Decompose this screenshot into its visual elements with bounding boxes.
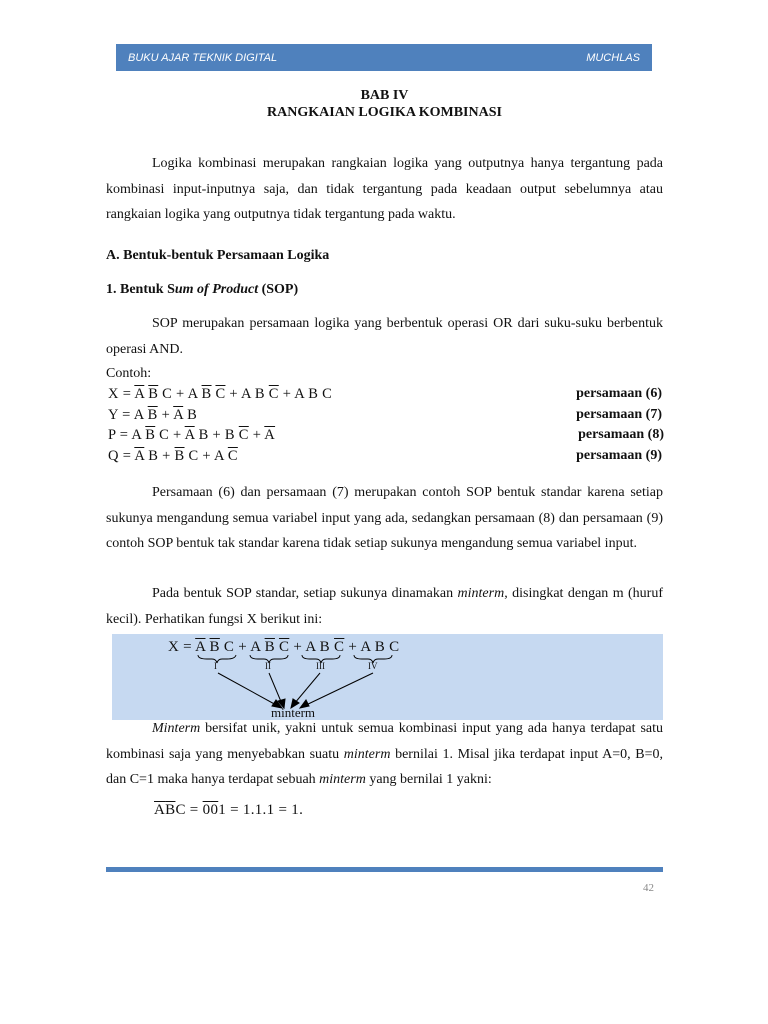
equation-8: P = A $\overline{B}$ $C + \overline{A}$ B + B $\overline{C} + \overline{A}$ — [108, 427, 276, 443]
arrow-4 — [304, 673, 373, 706]
page-header — [116, 44, 652, 71]
contoh-label: Contoh: — [106, 366, 152, 381]
roman-3: III — [316, 661, 325, 671]
roman-2: II — [265, 661, 271, 671]
equation-7: Y = A $\overline{B} + \overline{A}$ B — [108, 407, 198, 423]
header-book-title: BUKU AJAR TEKNIK DIGITAL — [128, 51, 278, 64]
arrow-3 — [294, 673, 320, 704]
equation-9-label: persamaan (9) — [576, 448, 662, 463]
chapter-title: RANGKAIAN LOGIKA KOMBINASI — [267, 105, 502, 120]
equation-6: $X = \overline{A}$ $\overline{B}$ C + A $\overline{B}$ $\overline{C} + A$ B $\overline{C} + A$ B C — [108, 386, 333, 402]
arrow-2 — [269, 673, 282, 704]
minterm-paragraph: Pada bentuk SOP standar, setiap sukunya dinamakan minterm, disingkat dengan m (huruf kecil). Perhatikan fungsi X berikut ini: — [106, 586, 663, 627]
minterm-example-equation: $\overline{A}\overline{B}C = 001 = 1.1.1 = 1$. — [154, 802, 304, 818]
section-1-heading: 1. Bentuk Sum of Product (SOP) — [106, 282, 299, 297]
chapter-number: BAB IV — [360, 88, 409, 103]
page-number: 42 — [643, 882, 654, 894]
equation-7-label: persamaan (7) — [576, 407, 662, 422]
intro-paragraph: Logika kombinasi merupakan rangkaian logika yang outputnya hanya tergantung pada kombinasi input-inputnya saja, dan tidak tergantung pada keadaan output sebelumnya atau rangkaian logika yang outputnya tidak tergantung pada waktu. — [106, 156, 663, 222]
sop-definition: SOP merupakan persamaan logika yang berbentuk operasi OR dari suku-suku berbentuk operasi AND. — [106, 316, 663, 357]
diagram-braces-arrows — [112, 634, 663, 720]
equation-9: $Q = \overline{A}$ $B + \overline{B}$ C + A $\overline{C}$ — [108, 448, 238, 464]
header-author: MUCHLAS — [586, 51, 640, 64]
diagram-equation: $X = \overline{A}$ $\overline{B}$ C + A $\overline{B}$ $\overline{C} + A$ B $\overline{C} + A$ B C — [168, 639, 400, 655]
roman-4: IV — [368, 661, 378, 671]
equation-8-label: persamaan (8) — [578, 427, 664, 442]
footer-rule — [106, 867, 663, 872]
minterm-unique-paragraph: Minterm bersifat unik, yakni untuk semua kombinasi input yang ada hanya terdapat satu kombinasi saja yang menyebabkan suatu minterm bernilai 1. Misal jika terdapat input A=0, B=0, dan C=1 maka hanya terdapat sebuah minterm yang bernilai 1 yakni: — [106, 721, 663, 787]
standard-form-paragraph: Persamaan (6) dan persamaan (7) merupakan contoh SOP bentuk standar karena setiap sukunya mengandung semua variabel input yang ada, sedangkan persamaan (8) dan persamaan (9) contoh SOP bentuk tak standar karena tidak setiap sukunya mengandung semua variabel input. — [106, 485, 663, 551]
section-a-heading: A. Bentuk-bentuk Persamaan Logika — [106, 248, 330, 263]
minterm-diagram — [112, 634, 663, 720]
arrow-1 — [218, 673, 278, 706]
equation-6-label: persamaan (6) — [576, 386, 662, 401]
brace-1 — [198, 655, 236, 663]
roman-1: I — [214, 661, 217, 671]
minterm-label: minterm — [271, 705, 316, 720]
